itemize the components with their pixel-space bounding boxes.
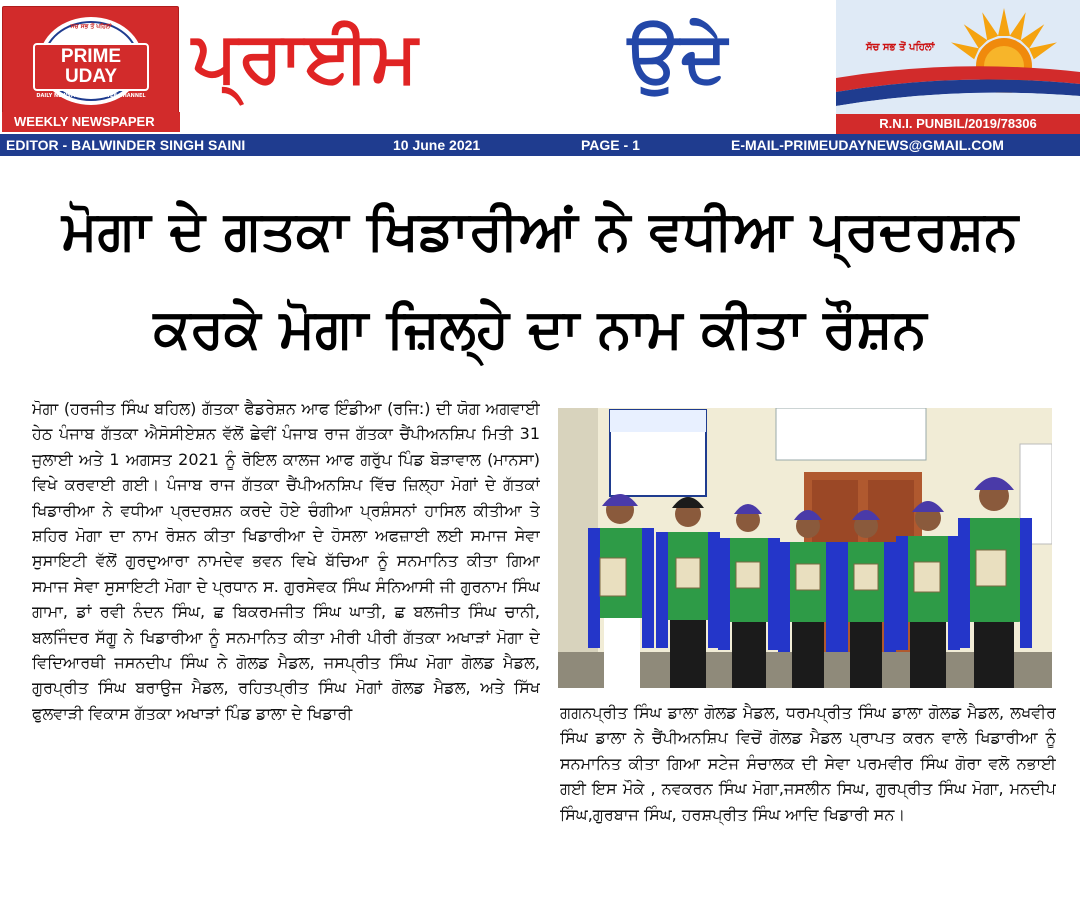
- sun-tagline: ਸੱਚ ਸਭ ਤੋਂ ਪਹਿਲਾਂ: [866, 42, 935, 53]
- article-column-left: ਮੋਗਾ (ਹਰਜੀਤ ਸਿੰਘ ਬਹਿਲ) ਗੱਤਕਾ ਫੈਡਰੇਸ਼ਨ ਆਫ ਇੰਡੀਆ (ਰਜਿ:) ਦੀ ਯੋਗ ਅਗਵਾਈ ਹੇਠ ਪੰਜਾਬ ਗੱਤਕਾ ਐਸੋਸੀਏਸ਼ਨ ਵੱਲੋਂ ਛੇਵੀਂ ਪੰਜਾਬ ਰਾਜ ਗੱਤਕਾ ਚੈਂਪੀਅਨਸ਼ਿਪ ਮਿਤੀ 31 ਜੁਲਾਈ ਅਤੇ 1 ਅਗਸਤ 2021 ਨੂੰ ਰੋਇਲ ਕਾਲਜ ਆਫ ਗਰੁੱਪ ਪਿੰਡ ਬੋੜਾਵਾਲ (ਮਾਨਸਾ) ਵਿਖੇ ਕਰਵਾਈ ਗਈ। ਪੰਜਾਬ ਰਾਜ ਗੱਤਕਾ ਚੈਂਪੀਅਨਸ਼ਿਪ ਵਿੱਚ ਜ਼ਿਲ੍ਹਾ ਮੋਗਾਂ ਦੇ ਗੱਤਕਾਂ ਖਿਡਾਰੀਆ ਨੇ ਵਧੀਆ ਪ੍ਰਦਰਸ਼ਨ ਕਰਦੇ ਹੋਏ ਚੰਗੀਆ ਪ੍ਰਸ਼ੰਸਨਾਂ ਹਾਸਿਲ ਕੀਤੀਆ ਤੇ ਸ਼ਹਿਰ ਮੋਗਾ ਦਾ ਨਾਮ ਰੋਸ਼ਨ ਕੀਤਾ ਖਿਡਾਰੀਆ ਦੇ ਹੋਸਲਾ ਅਫਜ਼ਾਈ ਲਈ ਸਮਾਜ ਸੇਵਾ ਸੁਸਾਇਟੀ ਵੱਲੋਂ ਗੁਰਦੁਆਰਾ ਨਾਮਦੇਵ ਭਵਨ ਵਿਖੇ ਬੱਚਿਆ ਨੂੰ ਸਨਮਾਨਿਤ ਕੀਤਾ ਗਿਆ ਸਮਾਜ ਸੇਵਾ ਸੁਸਾਇਟੀ ਮੋਗਾ ਦੇ ਪ੍ਰਧਾਨ ਸ. ਗੁਰਸੇਵਕ ਸਿੰਘ ਸੰਨਿਆਸੀ ਜੀ ਗੁਰਨਾਮ ਸਿੰਘ ਗਾਮਾ, ਡਾਂ ਰਵੀ ਨੰਦਨ ਸਿੰਘ, ਛ ਬਿਕਰਮਜੀਤ ਸਿੰਘ ਘਾਤੀ, ਛ ਬਲਜੀਤ ਸਿੰਘ ਚਾਨੀ, ਬਲਜਿੰਦਰ ਸੱਗੂ ਨੇ ਖਿਡਾਰੀਆ ਨੂੰ ਸਨਮਾਨਿਤ ਕੀਤਾ ਮੀਰੀ ਪੀਰੀ ਗੱਤਕਾ ਅਖਾੜਾਂ ਮੋਗਾ ਦੇ ਵਿਦਿਆਰਥੀ ਜਸਨਦੀਪ ਸਿੰਘ ਨੇ ਗੋਲਡ ਮੈਡਲ, ਜਸਪ੍ਰੀਤ ਸਿੰਘ ਮੋਗਾ ਗੋਲਡ ਮੈਡਲ, ਗੁਰਪ੍ਰੀਤ ਸਿੰਘ ਬਰਾਉਜ ਮੈਡਲ, ਰਹਿਤਪ੍ਰੀਤ ਸਿੰਘ ਮੋਗਾਂ ਗੋਲਡ ਮੈਡਲ, ਅਤੇ ਸਿੱਖ ਫੁਲਵਾੜੀ ਵਿਕਾਸ ਗੱਤਕਾ ਅਖਾੜਾਂ ਪਿੰਡ ਡਾਲਾ ਦੇ ਖਿਡਾਰੀ: [32, 399, 540, 723]
- sun-logo: [836, 0, 1080, 114]
- masthead: [0, 0, 1080, 134]
- issue-date: 10 June 2021: [393, 137, 481, 153]
- masthead-title-uday: ਉਦੇ: [628, 16, 729, 98]
- logo-word-uday: UDAY: [64, 66, 118, 87]
- headline-line-2: ਕਰਕੇ ਮੋਗਾ ਜ਼ਿਲ੍ਹੇ ਦਾ ਨਾਮ ਕੀਤਾ ਰੌਸ਼ਨ: [153, 297, 927, 360]
- page-number: PAGE - 1: [581, 137, 640, 153]
- award-ceremony-photo: [558, 408, 1052, 688]
- masthead-title-prime: ਪ੍ਰਾਈਮ: [192, 16, 420, 98]
- weekly-newspaper-label: WEEKLY NEWSPAPER: [2, 112, 180, 132]
- headline-line-1: ਮੋਗਾ ਦੇ ਗਤਕਾ ਖਿਡਾਰੀਆਂ ਨੇ ਵਧੀਆ ਪ੍ਰਦਰਸ਼ਨ: [61, 199, 1019, 262]
- contact-email: E-MAIL-PRIMEUDAYNEWS@GMAIL.COM: [731, 137, 1004, 153]
- logo-subtitle: DAILY NEWSPAPER AND WEB CHANNEL: [36, 93, 146, 99]
- logo-tagline: ਸਚ ਸਭ ਤੋਂ ਪਹਿਲਾਂ: [70, 23, 112, 30]
- logo-band: [33, 43, 149, 91]
- logo-word-prime: PRIME: [60, 46, 122, 67]
- group-photo: [558, 408, 1052, 688]
- editor-name: EDITOR - BALWINDER SINGH SAINI: [6, 137, 246, 153]
- rni-number: R.N.I. PUNBIL/2019/78306: [836, 114, 1080, 134]
- article-column-right: ਗਗਨਪ੍ਰੀਤ ਸਿੰਘ ਡਾਲਾ ਗੋਲਡ ਮੈਡਲ, ਧਰਮਪ੍ਰੀਤ ਸਿੰਘ ਡਾਲਾ ਗੋਲਡ ਮੈਡਲ, ਲਖਵੀਰ ਸਿੰਘ ਡਾਲਾ ਨੇ ਚੈਂਪੀਅਨਸ਼ਿਪ ਵਿਚੋਂ ਗੋਲਡ ਮੈਡਲ ਪ੍ਰਾਪਤ ਕਰਨ ਵਾਲੇ ਖਿਡਾਰੀਆ ਨੂੰ ਸਨਮਾਨਿਤ ਕੀਤਾ ਗਿਆ ਸਟੇਜ ਸੰਚਾਲਕ ਦੀ ਸੇਵਾ ਪਰਮਵੀਰ ਸਿੰਘ ਗੋਰਾ ਵਲੋ ਨਭਾਈ ਗਈ ਇਸ ਮੌਕੇ , ਨਵਕਰਨ ਸਿੰਘ ਮੋਗਾ,ਜਸਲੀਨ ਸਿਘ, ਗੁਰਪ੍ਰੀਤ ਸਿੰਘ ਮੋਗਾ, ਮਨਦੀਪ ਸਿੰਘ,ਗੁਰਬਾਜ ਸਿੰਘ, ਹਰਸ਼ਪ੍ਰੀਤ ਸਿੰਘ ਆਦਿ ਖਿਡਾਰੀ ਸਨ।: [560, 703, 1056, 824]
- rising-sun-icon: [836, 0, 1080, 114]
- info-bar: [0, 134, 1080, 156]
- prime-uday-logo: [2, 6, 179, 114]
